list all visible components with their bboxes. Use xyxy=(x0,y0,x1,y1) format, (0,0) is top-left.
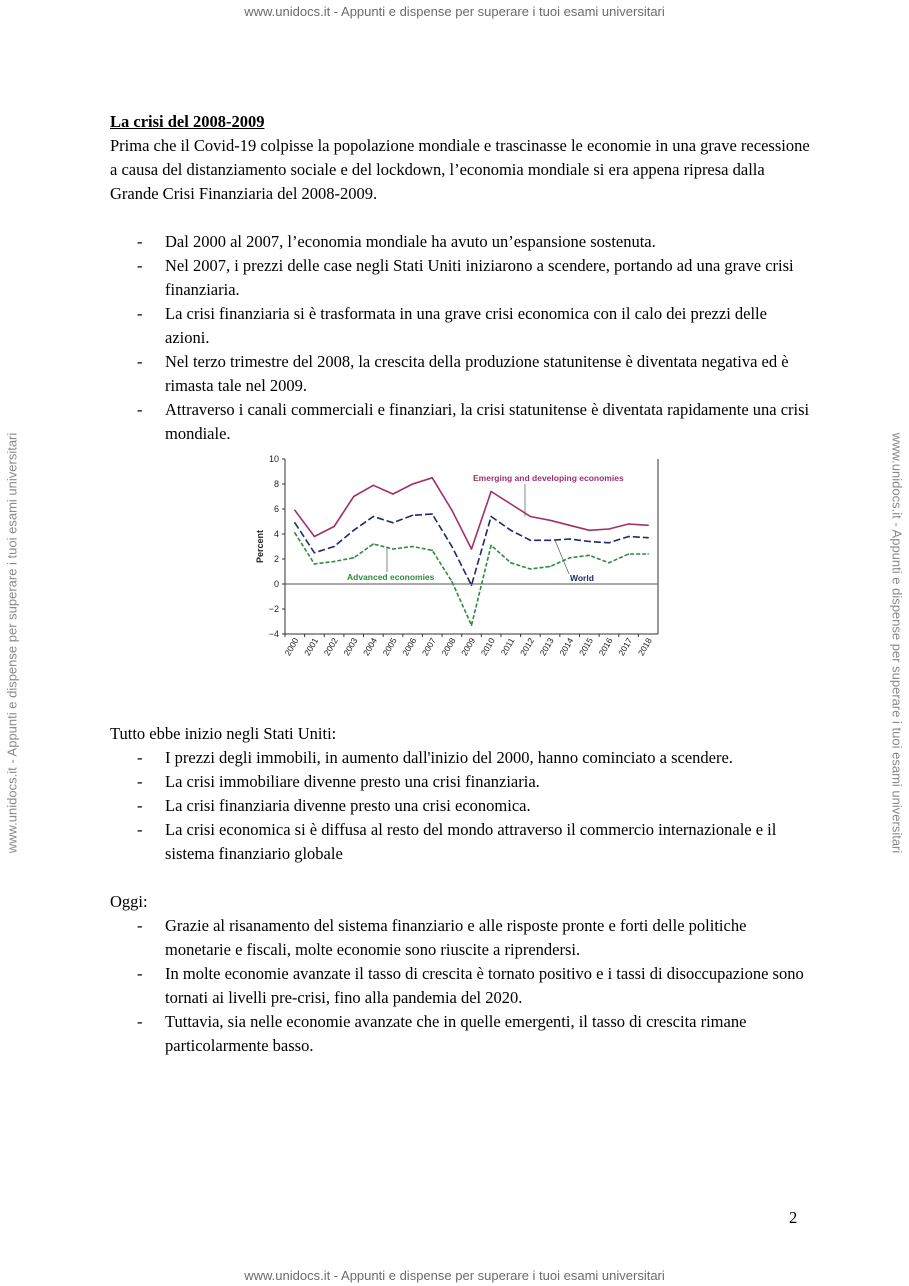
data-point xyxy=(294,509,296,511)
data-point xyxy=(647,537,649,539)
data-point xyxy=(353,496,355,498)
section2-intro: Tutto ebbe inizio negli Stati Uniti: xyxy=(110,724,337,743)
data-point xyxy=(628,523,630,525)
data-point xyxy=(353,529,355,531)
x-tick-label: 2014 xyxy=(557,636,576,658)
y-tick-label: −2 xyxy=(268,604,279,614)
y-tick-label: 0 xyxy=(273,579,279,589)
list-item: - La crisi finanziaria divenne presto una crisi economica. xyxy=(137,796,531,815)
watermark-right: www.unidocs.it - Appunti e dispense per superare i tuoi esami universitari xyxy=(889,432,905,854)
data-point xyxy=(431,513,433,515)
data-point xyxy=(569,557,571,559)
data-point xyxy=(412,546,414,548)
data-point xyxy=(490,516,492,518)
x-tick-label: 2011 xyxy=(498,636,517,657)
x-tick-label: 2018 xyxy=(635,636,654,658)
data-point xyxy=(412,483,414,485)
x-tick-label: 2005 xyxy=(380,636,399,658)
x-tick-label: 2013 xyxy=(537,636,556,658)
x-tick-label: 2006 xyxy=(400,636,419,658)
y-tick-label: 6 xyxy=(273,504,279,514)
list-item: - Dal 2000 al 2007, l’economia mondiale ha avuto un’espansione sostenuta. xyxy=(137,232,656,251)
x-tick-label: 2008 xyxy=(439,636,458,658)
data-point xyxy=(294,522,296,524)
x-tick-label: 2001 xyxy=(302,636,321,658)
data-point xyxy=(588,554,590,556)
y-tick-label: −4 xyxy=(268,629,279,639)
x-tick-label: 2017 xyxy=(616,636,635,658)
data-point xyxy=(314,536,316,538)
x-tick-label: 2012 xyxy=(518,636,537,658)
data-point xyxy=(373,516,375,518)
list-item: - Nel terzo trimestre del 2008, la crescita della produzione statunitense è diventata negativa ed è rimasta tale nel 2009. xyxy=(137,352,789,395)
watermark-left: www.unidocs.it - Appunti e dispense per superare i tuoi esami universitari xyxy=(4,432,20,854)
data-point xyxy=(353,557,355,559)
data-point xyxy=(510,529,512,531)
data-point xyxy=(530,516,532,518)
y-tick-label: 8 xyxy=(273,479,279,489)
data-point xyxy=(392,493,394,495)
data-point xyxy=(412,514,414,516)
data-point xyxy=(451,581,453,583)
data-point xyxy=(490,544,492,546)
intro-paragraph: Prima che il Covid-19 colpisse la popolazione mondiale e trascinasse le economie in una grave recessione a causa del distanziamento sociale e del lockdown, l’economia mondiale si era appena ripresa dalla Grande Crisi Finanziaria del 2008-2009. xyxy=(110,136,810,203)
list-item: - La crisi finanziaria si è trasformata in una grave crisi economica con il calo dei prezzi delle azioni. xyxy=(137,304,767,347)
list-item: - Nel 2007, i prezzi delle case negli Stati Uniti iniziarono a scendere, portando ad una grave crisi finanziaria. xyxy=(137,256,794,299)
series-line xyxy=(295,478,648,549)
x-tick-label: 2007 xyxy=(419,636,438,658)
data-point xyxy=(588,529,590,531)
data-point xyxy=(451,509,453,511)
watermark-footer: www.unidocs.it - Appunti e dispense per superare i tuoi esami universitari xyxy=(244,1268,665,1283)
bullet-list-2 xyxy=(110,746,810,866)
data-point xyxy=(530,539,532,541)
leader-world xyxy=(555,540,569,574)
data-point xyxy=(333,561,335,563)
list-item: - La crisi immobiliare divenne presto una crisi finanziaria. xyxy=(137,772,540,791)
x-tick-label: 2004 xyxy=(360,636,380,658)
x-tick-label: 2015 xyxy=(576,636,596,658)
data-point xyxy=(628,536,630,538)
x-tick-label: 2016 xyxy=(596,636,615,658)
watermark-header: www.unidocs.it - Appunti e dispense per superare i tuoi esami universitari xyxy=(244,4,665,19)
page-number: 2 xyxy=(789,1208,798,1227)
data-point xyxy=(647,524,649,526)
data-point xyxy=(510,562,512,564)
list-item: - La crisi economica si è diffusa al resto del mondo attraverso il commercio internazionale e il sistema finanziario globale xyxy=(137,820,777,863)
y-tick-label: 10 xyxy=(268,454,279,464)
data-point xyxy=(549,566,551,568)
x-tick-label: 2003 xyxy=(341,636,360,658)
data-point xyxy=(510,503,512,505)
data-point xyxy=(471,584,473,586)
list-item: - I prezzi degli immobili, in aumento dall'inizio del 2000, hanno cominciato a scendere. xyxy=(137,748,733,767)
data-point xyxy=(471,548,473,550)
data-point xyxy=(471,624,473,626)
data-point xyxy=(588,541,590,543)
data-point xyxy=(373,543,375,545)
bullet-list-1 xyxy=(110,230,810,446)
data-point xyxy=(392,548,394,550)
data-point xyxy=(628,553,630,555)
data-point xyxy=(451,546,453,548)
data-point xyxy=(549,539,551,541)
growth-chart xyxy=(253,450,663,675)
data-point xyxy=(647,553,649,555)
data-point xyxy=(608,562,610,564)
data-point xyxy=(569,538,571,540)
data-point xyxy=(608,528,610,530)
data-point xyxy=(431,549,433,551)
x-tick-label: 2010 xyxy=(478,636,497,658)
data-point xyxy=(333,526,335,528)
data-point xyxy=(314,552,316,554)
section3-intro: Oggi: xyxy=(110,892,148,911)
data-point xyxy=(431,477,433,479)
y-axis-label: Percent xyxy=(255,529,265,564)
data-point xyxy=(373,484,375,486)
y-tick-label: 2 xyxy=(273,554,279,564)
data-point xyxy=(608,542,610,544)
bullet-list-3 xyxy=(110,914,810,1058)
list-item: - Tuttavia, sia nelle economie avanzate che in quelle emergenti, il tasso di crescita rimane particolarmente basso. xyxy=(137,1012,747,1055)
list-item: - Attraverso i canali commerciali e finanziari, la crisi statunitense è diventata rapidamente una crisi mondiale. xyxy=(137,400,810,443)
data-point xyxy=(549,519,551,521)
list-item: - Grazie al risanamento del sistema finanziario e alle risposte pronte e forti delle politiche monetarie e fiscali, molte economie sono riuscite a riprendersi. xyxy=(137,916,747,959)
list-item: - In molte economie avanzate il tasso di crescita è tornato positivo e i tassi di disoccupazione sono tornati ai livelli pre-crisi, fino alla pandemia del 2020. xyxy=(137,964,804,1007)
data-point xyxy=(294,532,296,534)
data-point xyxy=(333,546,335,548)
section-title: La crisi del 2008-2009 xyxy=(110,112,265,131)
label-emerging: Emerging and developing economies xyxy=(473,473,624,483)
y-tick-label: 4 xyxy=(273,529,279,539)
data-point xyxy=(530,568,532,570)
data-point xyxy=(392,522,394,524)
x-tick-label: 2000 xyxy=(282,636,301,658)
data-point xyxy=(314,563,316,565)
growth-chart-svg xyxy=(253,450,663,675)
label-advanced: Advanced economies xyxy=(347,572,435,582)
x-tick-label: 2009 xyxy=(459,636,478,658)
data-point xyxy=(569,524,571,526)
label-world: World xyxy=(570,573,594,583)
x-tick-label: 2002 xyxy=(321,636,340,658)
data-point xyxy=(490,491,492,493)
